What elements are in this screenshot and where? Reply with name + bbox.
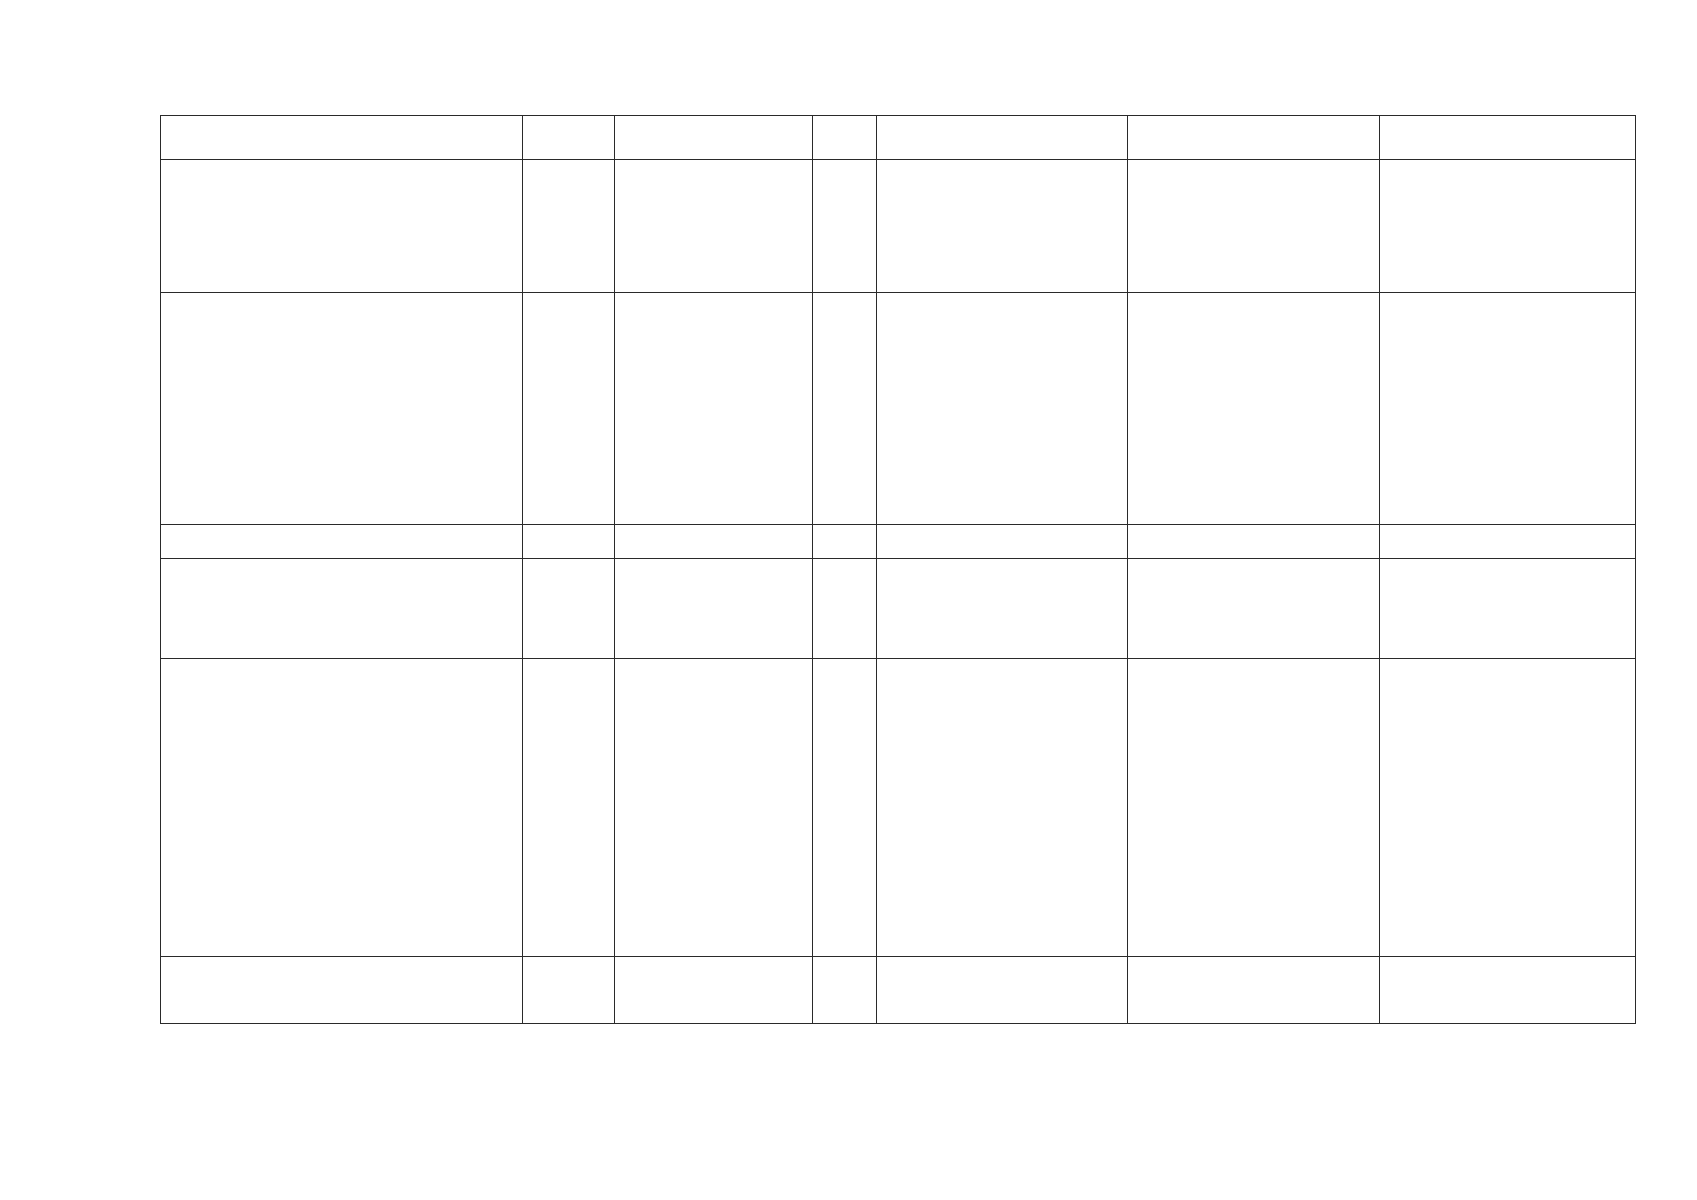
table-row <box>161 659 1636 957</box>
expense-type-cell <box>813 957 877 1024</box>
amount-cell <box>1380 525 1636 559</box>
amount-cell <box>1128 160 1380 293</box>
table-row <box>161 293 1636 525</box>
target-code-cell <box>615 559 813 659</box>
target-code-cell <box>615 160 813 293</box>
item-name-cell <box>161 293 523 525</box>
header-row <box>161 116 1636 160</box>
amount-cell <box>877 160 1128 293</box>
header-cell <box>1128 116 1380 160</box>
header-cell <box>161 116 523 160</box>
amount-cell <box>1128 659 1380 957</box>
header-cell <box>615 116 813 160</box>
amount-cell <box>1128 293 1380 525</box>
expense-type-cell <box>813 293 877 525</box>
table-row <box>161 957 1636 1024</box>
target-code-cell <box>615 957 813 1024</box>
amount-cell <box>877 957 1128 1024</box>
amount-cell <box>1380 559 1636 659</box>
amount-cell <box>1128 559 1380 659</box>
amount-cell <box>877 659 1128 957</box>
item-name-cell <box>161 957 523 1024</box>
amount-cell <box>1128 525 1380 559</box>
header-cell <box>877 116 1128 160</box>
amount-cell <box>877 559 1128 659</box>
page-number <box>0 60 1697 90</box>
target-code-cell <box>615 659 813 957</box>
amount-cell <box>1380 957 1636 1024</box>
section-code-cell <box>523 293 615 525</box>
table-row <box>161 559 1636 659</box>
section-code-cell <box>523 559 615 659</box>
section-code-cell <box>523 957 615 1024</box>
amount-cell <box>1380 160 1636 293</box>
item-name-cell <box>161 559 523 659</box>
budget-table <box>160 115 1636 1024</box>
item-name-cell <box>161 659 523 957</box>
amount-cell <box>1128 957 1380 1024</box>
expense-type-cell <box>813 659 877 957</box>
section-code-cell <box>523 160 615 293</box>
header-cell <box>1380 116 1636 160</box>
header-cell <box>523 116 615 160</box>
amount-cell <box>1380 659 1636 957</box>
expense-type-cell <box>813 559 877 659</box>
table-row <box>161 160 1636 293</box>
item-name-cell <box>161 160 523 293</box>
header-cell <box>813 116 877 160</box>
amount-cell <box>877 525 1128 559</box>
table-row <box>161 525 1636 559</box>
amount-cell <box>1380 293 1636 525</box>
target-code-cell <box>615 525 813 559</box>
section-code-cell <box>523 659 615 957</box>
table-body <box>161 160 1636 1024</box>
expense-type-cell <box>813 160 877 293</box>
amount-cell <box>877 293 1128 525</box>
target-code-cell <box>615 293 813 525</box>
section-code-cell <box>523 525 615 559</box>
expense-type-cell <box>813 525 877 559</box>
item-name-cell <box>161 525 523 559</box>
